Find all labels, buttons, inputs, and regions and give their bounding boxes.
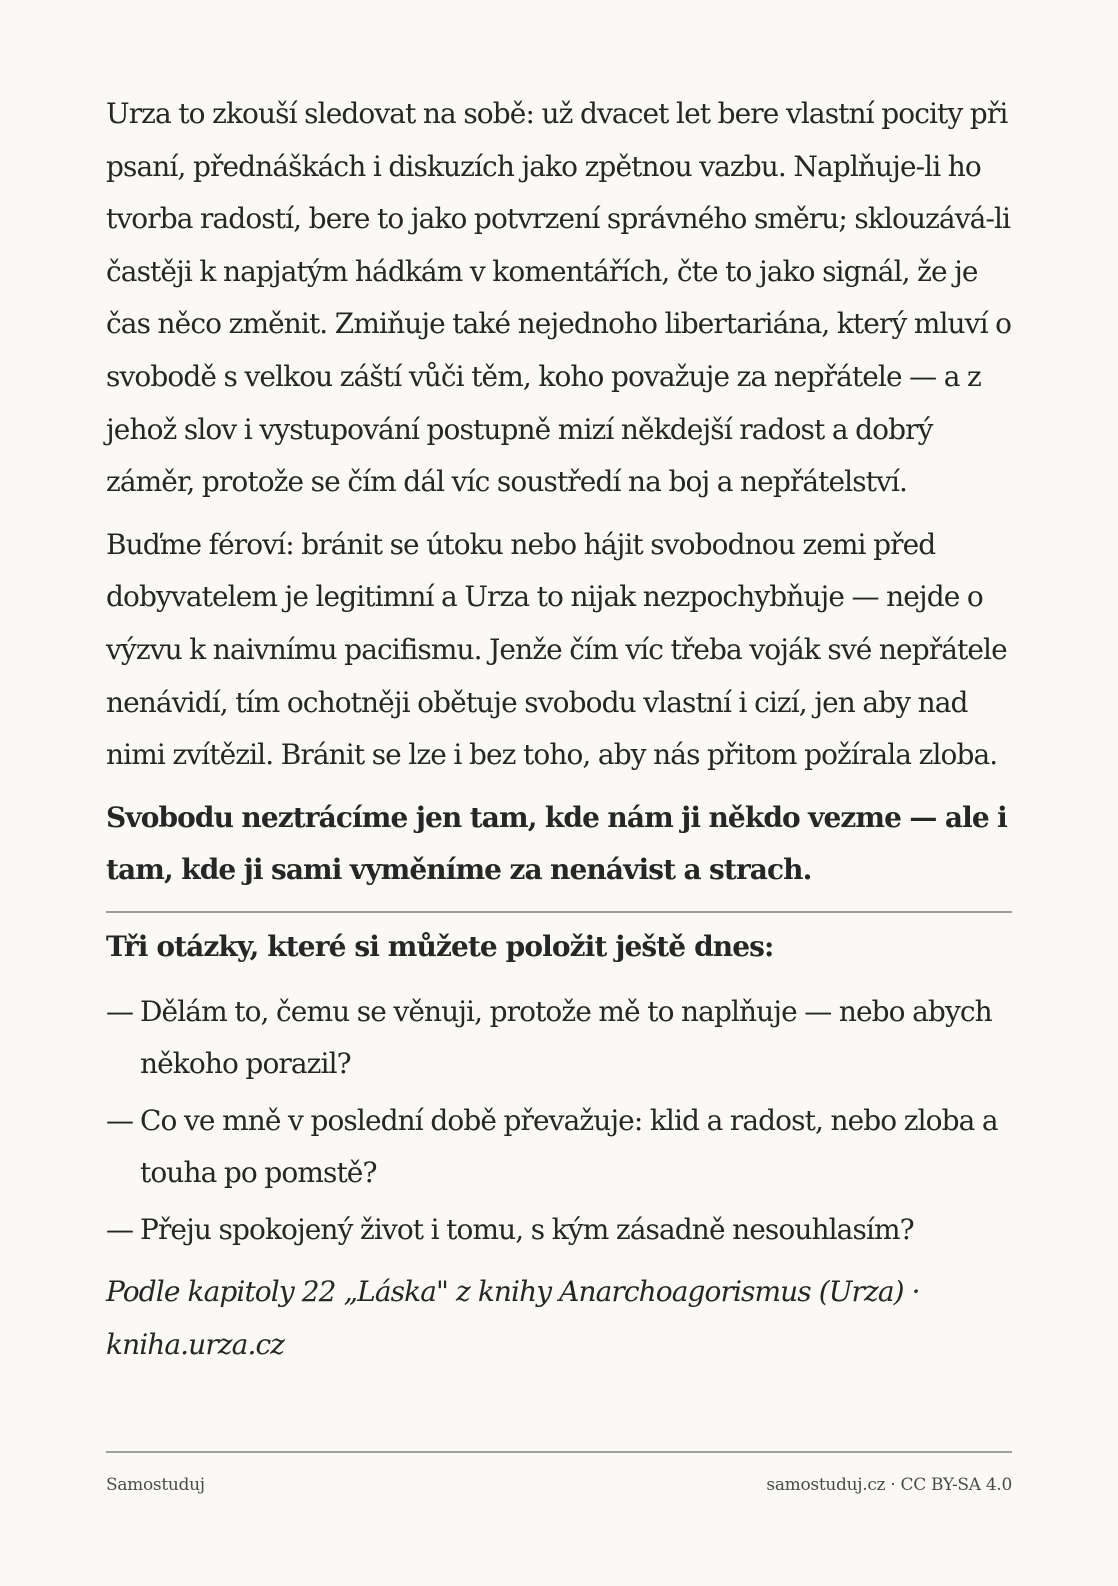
paragraph-fair-defense: Buďme féroví: bránit se útoku nebo hájit svobodnou zemi před dobyvatelem je legitimní a Urza to nijak nezpochybňuje — nejde o výzvu k naivnímu pacifismu. Jenže čím víc třeba voják své nepřátele nenávidí, tím ochotněji obětuje svobodu vlastní i cizí, jen aby nad nimi zvítězil. Bránit se lze i bez toho, aby nás přitom požírala zloba. [106,527,1007,772]
section-divider [106,911,1012,913]
dash-bullet: — [106,1103,134,1137]
question-item [106,1204,1012,1257]
question-item [106,986,1012,1091]
paragraph-self-observation: Urza to zkouší sledovat na sobě: už dvacet let bere vlastní pocity při psaní, přednáškách i diskuzích jako zpětnou vazbu. Naplňuje-li ho tvorba radostí, bere to jako potvrzení správného směru; sklouzává-li častěji k napjatým hádkám v komentářích, čte to jako signál, že je čas něco změnit. Zmiňuje také nejednoho libertariána, který mluví o svobodě s velkou záští vůči těm, koho považuje za nepřátele — a z jehož slov i vystupování postupně mizí někdejší radost a dobrý záměr, protože se čím dál víc soustředí na boj a nepřátelství. [106,97,1012,499]
questions-list [106,986,1012,1257]
page-footer [106,1475,1012,1495]
dash-bullet: — [106,1212,134,1246]
question-text: Přeju spokojený život i tomu, s kým zásadně nesouhlasím? [140,1212,914,1246]
question-item [106,1095,1012,1200]
highlight-statement: Svobodu neztrácíme jen tam, kde nám ji někdo vezme — ale i tam, kde ji sami vyměníme za nenávist a strach. [106,800,1007,887]
questions-heading: Tři otázky, které si můžete položit ještě dnes: [106,929,774,963]
source-citation: Podle kapitoly 22 „Láska" z knihy Anarchoagorismus (Urza) · kniha.urza.cz [106,1275,920,1362]
footer-divider [106,1451,1012,1453]
article-content [106,88,1012,1372]
dash-bullet: — [106,994,134,1028]
footer-license: samostuduj.cz · CC BY-SA 4.0 [766,1475,1012,1495]
question-text: Co ve mně v poslední době převažuje: klid a radost, nebo zloba a touha po pomstě? [140,1103,998,1190]
footer-brand: Samostuduj [106,1475,205,1495]
question-text: Dělám to, čemu se věnuji, protože mě to naplňuje — nebo abych někoho porazil? [140,994,992,1081]
